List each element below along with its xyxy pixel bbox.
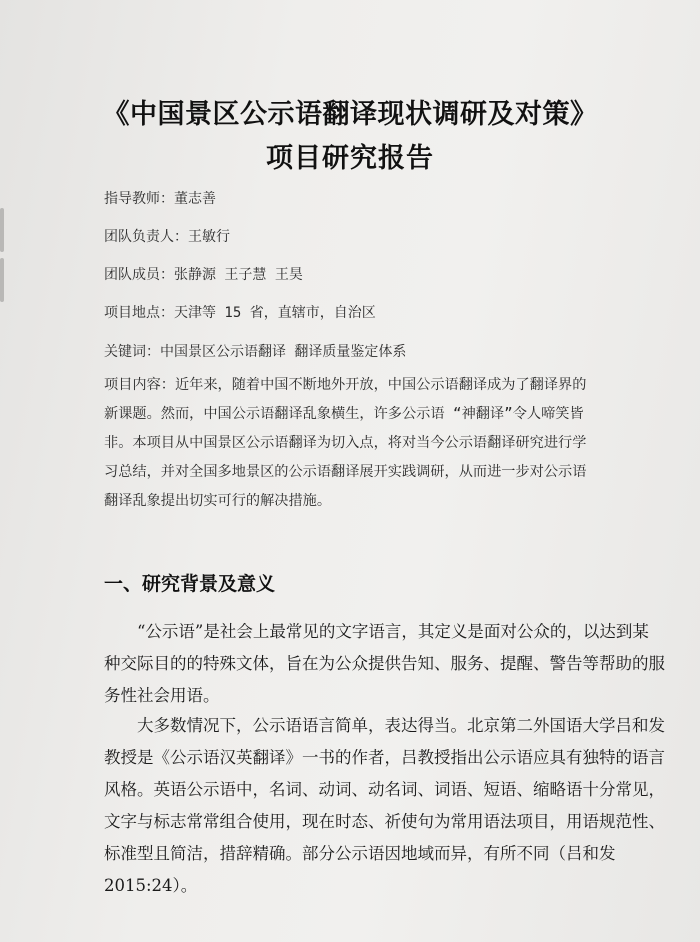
report-title: 《中国景区公示语翻译现状调研及对策》 (102, 99, 598, 130)
advisor-line: 指导教师：董志善 (104, 191, 216, 207)
paragraph-line: 务性社会用语。 (104, 686, 220, 705)
paragraph-line: 种交际目的的特殊文体，旨在为公众提供告知、服务、提醒、警告等帮助的服 (104, 654, 665, 673)
paragraph-line: 文字与标志常常组合使用，现在时态、祈使句为常用语法项目，用语规范性、 (104, 812, 665, 831)
paragraph-line: 标准型且简洁，措辞精确。部分公示语因地域而异，有所不同（吕和发 (104, 844, 616, 863)
paragraph-line: 风格。英语公示语中，名词、动词、动名词、词语、短语、缩略语十分常见， (104, 780, 665, 799)
paragraph-line: “公示语”是社会上最常见的文字语言，其定义是面对公众的，以达到某 (104, 622, 649, 641)
content-line: 翻译乱象提出切实可行的解决措施。 (104, 493, 332, 509)
paragraph-1 (104, 616, 665, 712)
content-line: 项目内容：近年来，随着中国不断地外开放，中国公示语翻译成为了翻译界的 (104, 377, 587, 393)
keywords-line: 关键词：中国景区公示语翻译 翻译质量鉴定体系 (104, 344, 407, 360)
paragraph-line: 大多数情况下，公示语语言简单，表达得当。北京第二外国语大学吕和发 (104, 716, 665, 735)
paragraph-line: 2015:24）。 (104, 876, 198, 895)
binder-clip-mark (0, 208, 4, 252)
project-content (104, 371, 590, 516)
content-line: 习总结，并对全国多地景区的公示语翻译展开实践调研，从而进一步对公示语 (104, 464, 587, 480)
leader-line: 团队负责人：王敏行 (104, 229, 230, 245)
report-subtitle: 项目研究报告 (266, 143, 434, 174)
binder-clip-mark (0, 258, 4, 302)
members-line: 团队成员：张静源 王子慧 王昊 (104, 267, 303, 283)
location-line: 项目地点：天津等 15 省，直辖市，自治区 (104, 305, 376, 321)
content-line: 新课题。然而，中国公示语翻译乱象横生，许多公示语 “神翻译”令人啼笑皆 (104, 406, 584, 422)
paragraph-line: 教授是《公示语汉英翻译》一书的作者，吕教授指出公示语应具有独特的语言 (104, 748, 665, 767)
content-line: 非。本项目从中国景区公示语翻译为切入点，将对当今公示语翻译研究进行学 (104, 435, 587, 451)
paragraph-2 (104, 710, 665, 902)
section-heading: 一、研究背景及意义 (104, 573, 276, 595)
